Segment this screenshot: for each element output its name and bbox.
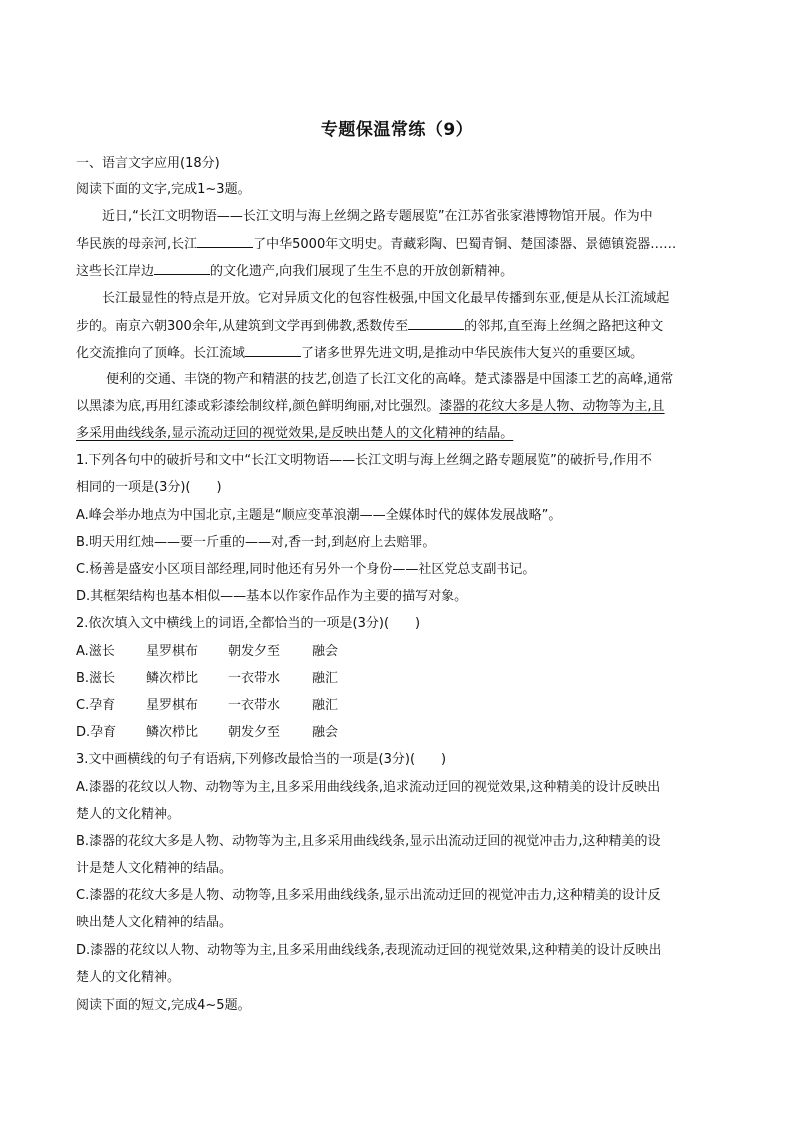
underlined-sentence: 漆器的花纹大多是人物、动物等为主,且 bbox=[439, 399, 665, 414]
option-word: 朝发夕至 bbox=[228, 644, 281, 659]
option-d bbox=[76, 724, 338, 742]
option-c: C.漆器的花纹大多是人物、动物等,且多采用曲线线条,显示出流动迂回的视觉冲击力,这种精美的设计反 bbox=[76, 888, 661, 903]
passage-line: 近日,“长江文明物语——长江文明与海上丝绸之路专题展览”在江苏省张家港博物馆开展。作为中 bbox=[102, 209, 653, 224]
option-word: 融汇 bbox=[312, 698, 339, 713]
option-c-cont: 映出楚人文化精神的结晶。 bbox=[76, 915, 233, 930]
passage-text: 的邻邦,直至海上丝绸之路把这种文 bbox=[464, 319, 664, 334]
passage-line bbox=[76, 235, 676, 254]
page-title: 专题保温常练（9） bbox=[320, 120, 474, 140]
passage-line: 便利的交通、丰饶的物产和精湛的技艺,创造了长江文化的高峰。楚式漆器是中国漆工艺的高峰,通常 bbox=[106, 372, 674, 387]
passage-line bbox=[76, 317, 663, 336]
question-stem: 2.依次填入文中横线上的词语,全都恰当的一项是(3分)( ) bbox=[76, 616, 421, 631]
section-heading: 一、语言文字应用(18分) bbox=[76, 156, 220, 171]
passage-line bbox=[76, 398, 665, 416]
option-a: A.峰会举办地点为中国北京,主题是“顺应变革浪潮——全媒体时代的媒体发展战略”。 bbox=[76, 508, 562, 523]
passage-line bbox=[76, 344, 643, 363]
question-stem: 相同的一项是(3分)( ) bbox=[76, 480, 222, 495]
passage-line: 长江最显性的特点是开放。它对异质文化的包容性极强,中国文化最早传播到东亚,便是从长江流域起 bbox=[102, 291, 670, 306]
option-a: A.漆器的花纹以人物、动物等为主,且多采用曲线线条,追求流动迂回的视觉效果,这种精美的设计反映出 bbox=[76, 780, 661, 795]
fill-blank-1 bbox=[197, 235, 253, 248]
passage-text: 华民族的母亲河,长江 bbox=[76, 237, 198, 252]
option-word: 鳞次栉比 bbox=[146, 671, 199, 686]
option-c bbox=[76, 697, 338, 715]
option-a bbox=[76, 643, 338, 661]
fill-blank-3 bbox=[408, 317, 464, 330]
question-stem: 3.文中画横线的句子有语病,下列修改最恰当的一项是(3分)( ) bbox=[76, 752, 447, 767]
option-word: 一衣带水 bbox=[228, 671, 281, 686]
option-word: B.滋长 bbox=[76, 671, 116, 686]
question-stem: 1.下列各句中的破折号和文中“长江文明物语——长江文明与海上丝绸之路专题展览”的破折号,作用不 bbox=[76, 453, 653, 468]
passage-text: 的文化遗产,向我们展现了生生不息的开放创新精神。 bbox=[210, 264, 514, 279]
reading-instruction: 阅读下面的短文,完成4~5题。 bbox=[76, 998, 251, 1013]
option-word: C.孕育 bbox=[76, 698, 116, 713]
fill-blank-2 bbox=[154, 262, 210, 275]
option-b: B.明天用红烛——要一斤重的——对,香一封,到赵府上去赔罪。 bbox=[76, 535, 436, 550]
option-c: C.杨善是盛安小区项目部经理,同时他还有另外一个身份——社区党总支副书记。 bbox=[76, 562, 536, 577]
option-word: 一衣带水 bbox=[228, 698, 281, 713]
option-d-cont: 楚人的文化精神。 bbox=[76, 970, 181, 985]
option-word: 融会 bbox=[312, 644, 339, 659]
option-word: 融会 bbox=[312, 725, 339, 740]
passage-text: 了诸多世界先进文明,是推动中华民族伟大复兴的重要区域。 bbox=[301, 346, 644, 361]
option-word: 星罗棋布 bbox=[146, 644, 199, 659]
option-word: 星罗棋布 bbox=[146, 698, 199, 713]
option-b bbox=[76, 670, 338, 688]
option-word: 鳞次栉比 bbox=[146, 725, 199, 740]
option-d: D.其框架结构也基本相似——基本以作家作品作为主要的描写对象。 bbox=[76, 589, 468, 604]
passage-text: 这些长江岸边 bbox=[76, 264, 155, 279]
option-b-cont: 计是楚人文化精神的结晶。 bbox=[76, 861, 233, 876]
option-word: D.孕育 bbox=[76, 725, 117, 740]
option-word: A.滋长 bbox=[76, 644, 115, 659]
option-word: 融汇 bbox=[312, 671, 339, 686]
option-b: B.漆器的花纹大多是人物、动物等为主,且多采用曲线线条,显示出流动迂回的视觉冲击力,这种精美的设 bbox=[76, 834, 661, 849]
passage-text: 步的。南京六朝300余年,从建筑到文学再到佛教,悉数传至 bbox=[76, 319, 409, 334]
reading-instruction: 阅读下面的文字,完成1~3题。 bbox=[76, 182, 251, 197]
passage-text: 以黑漆为底,再用红漆或彩漆绘制纹样,颜色鲜明绚丽,对比强烈。 bbox=[76, 399, 440, 414]
fill-blank-4 bbox=[245, 344, 301, 357]
passage-text: 了中华5000年文明史。青藏彩陶、巴蜀青铜、楚国漆器、景德镇瓷器…… bbox=[253, 237, 677, 252]
passage-text: 化交流推向了顶峰。长江流域 bbox=[76, 346, 246, 361]
underlined-sentence: 多采用曲线线条,显示流动迂回的视觉效果,是反映出楚人的文化精神的结晶。 bbox=[76, 426, 514, 441]
option-a-cont: 楚人的文化精神。 bbox=[76, 807, 181, 822]
passage-line bbox=[76, 262, 513, 281]
option-d: D.漆器的花纹以人物、动物等为主,且多采用曲线线条,表现流动迂回的视觉效果,这种精美的设计反映出 bbox=[76, 943, 662, 958]
option-word: 朝发夕至 bbox=[228, 725, 281, 740]
